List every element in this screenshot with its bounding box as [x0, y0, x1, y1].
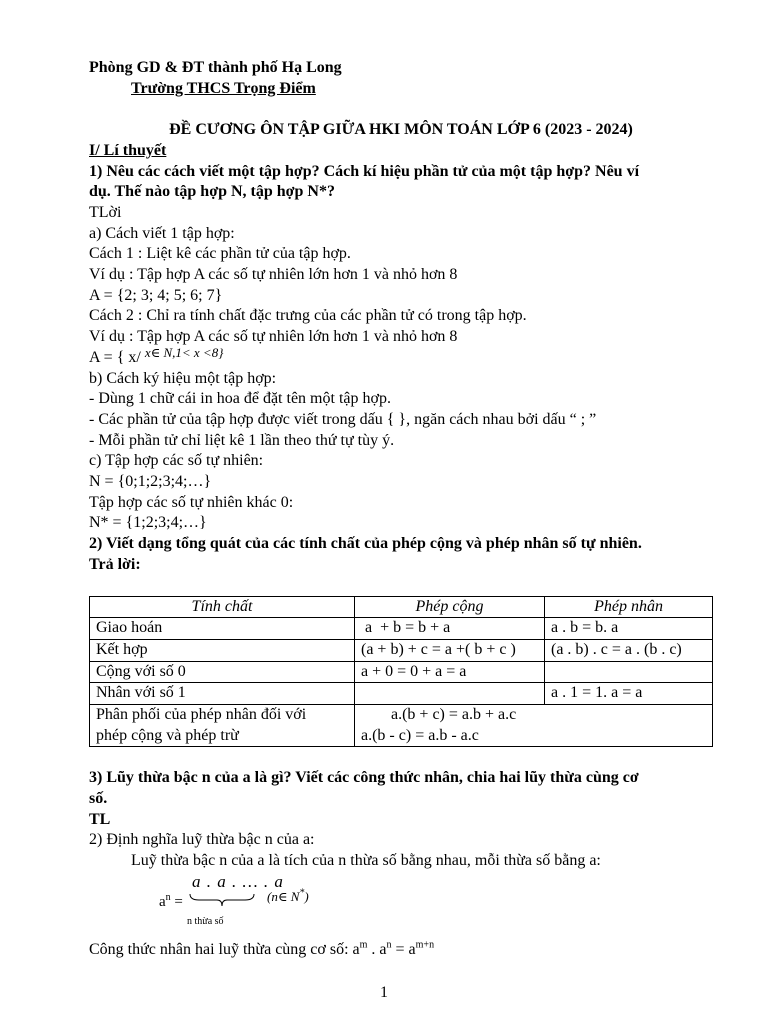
department-header: Phòng GD & ĐT thành phố Hạ Long	[89, 59, 342, 76]
multiplication-rule	[89, 940, 713, 961]
answer-line: A = {2; 3; 4; 5; 6; 7}	[89, 286, 223, 304]
document-page	[89, 58, 713, 960]
answer-label: TL	[89, 810, 111, 828]
table-cell: Cộng với số 0	[90, 661, 355, 683]
condition-text: (n∈ N	[267, 888, 300, 904]
school-name: Trường THCS Trọng Điểm	[131, 79, 316, 97]
spacer	[89, 99, 713, 120]
page-number: 1	[380, 984, 388, 1001]
table-cell: (a . b) . c = a . (b . c)	[545, 639, 713, 661]
table-cell: a . b = b. a	[545, 618, 713, 640]
table-cell	[355, 705, 713, 747]
answer-line: Cách 1 : Liệt kê các phần tử của tập hợp.	[89, 245, 351, 263]
power-exponent: n	[165, 891, 171, 903]
table-row	[90, 683, 713, 705]
distributive-label-line: phép cộng và phép trừ	[96, 726, 239, 744]
table-row	[90, 661, 713, 683]
question-3-line-2: số.	[89, 789, 108, 807]
exponent-n: n	[386, 939, 392, 951]
answer-line: Tập hợp các số tự nhiên khác 0:	[89, 493, 294, 511]
answer-line: Ví dụ : Tập hợp A các số tự nhiên lớn hơn 1 và nhỏ hơn 8	[89, 328, 458, 346]
properties-table	[89, 596, 713, 748]
answer-line: - Mỗi phần tử chỉ liệt kê 1 lần theo thứ tự tùy ý.	[89, 431, 395, 449]
spacer	[89, 747, 713, 768]
definition-text: Luỹ thừa bậc n của a là tích của n thừa số bằng nhau, mỗi thừa số bằng a:	[131, 851, 601, 869]
table-cell: a . 1 = 1. a = a	[545, 683, 713, 705]
set-condition: x∈ N,1< x <8}	[144, 344, 224, 360]
question-3-line-1: 3) Lũy thừa bậc n của a là gì? Viết các công thức nhân, chia hai lũy thừa cùng cơ	[89, 769, 639, 787]
section-heading-text: I/ Lí thuyết	[89, 141, 167, 159]
answer-label: TLời	[89, 203, 122, 221]
table-cell	[355, 683, 545, 705]
table-cell: Kết hợp	[90, 639, 355, 661]
answer-line: c) Tập hợp các số tự nhiên:	[89, 452, 264, 470]
exponent-sum: m+n	[415, 939, 435, 951]
equals-sign: =	[170, 893, 183, 910]
distributive-formula: a.(b + c) = a.b + a.c	[391, 706, 517, 724]
rule-text: Công thức nhân hai luỹ thừa cùng cơ số: a	[89, 940, 360, 958]
table-header-cell: Tính chất	[90, 596, 355, 618]
table-header-cell: Phép cộng	[355, 596, 545, 618]
answer-line: N* = {1;2;3;4;…}	[89, 514, 207, 532]
question-2-line-2: Trả lời:	[89, 555, 141, 573]
natural-number-condition	[267, 889, 309, 905]
answer-line: Cách 2 : Chỉ ra tính chất đặc trưng của các phần tử có trong tập hợp.	[89, 307, 527, 325]
answer-line: N = {0;1;2;3;4;…}	[89, 473, 212, 491]
answer-line: - Các phần tử của tập hợp được viết trong dấu { }, ngăn cách nhau bởi dấu “ ; ”	[89, 410, 597, 428]
question-2-line-1: 2) Viết dạng tổng quát của các tính chất của phép cộng và phép nhân số tự nhiên.	[89, 535, 642, 553]
answer-line: b) Cách ký hiệu một tập hợp:	[89, 369, 277, 387]
repeated-product: a . a . … . a	[192, 871, 284, 891]
rule-mid: . a	[367, 940, 387, 958]
table-row	[90, 639, 713, 661]
table-cell: Giao hoán	[90, 618, 355, 640]
condition-close: )	[304, 888, 309, 904]
power-definition-formula	[89, 872, 713, 940]
distributive-formula: a.(b - c) = a.b - a.c	[361, 726, 479, 744]
table-row	[90, 618, 713, 640]
power-expression	[159, 891, 183, 911]
underbrace-icon	[189, 892, 255, 908]
table-header-row	[90, 596, 713, 618]
distributive-label-line: Phân phối của phép nhân đối với	[96, 706, 307, 724]
answer-line: - Dùng 1 chữ cái in hoa để đặt tên một tập hợp.	[89, 390, 391, 408]
answer-line: a) Cách viết 1 tập hợp:	[89, 224, 235, 242]
answer-line: Ví dụ : Tập hợp A các số tự nhiên lớn hơn 1 và nhỏ hơn 8	[89, 266, 458, 284]
table-cell: Nhân với số 1	[90, 683, 355, 705]
table-cell	[545, 661, 713, 683]
document-title: ĐỀ CƯƠNG ÔN TẬP GIỮA HKI MÔN TOÁN LỚP 6 (2023 - 2024)	[169, 121, 633, 139]
question-1-line-1: 1) Nêu các cách viết một tập hợp? Cách kí hiệu phần tử của một tập hợp? Nêu ví	[89, 162, 640, 180]
power-base: a	[159, 893, 166, 910]
exponent-m: m	[359, 939, 368, 951]
definition-heading: 2) Định nghĩa luỹ thừa bậc n của a:	[89, 831, 315, 849]
table-cell	[90, 705, 355, 747]
set-builder-line	[89, 344, 713, 369]
set-prefix: A = { x/	[89, 348, 141, 366]
rule-equals: = a	[391, 940, 416, 958]
table-header-cell: Phép nhân	[545, 596, 713, 618]
section-heading	[89, 141, 713, 162]
question-1-line-2: dụ. Thế nào tập hợp N, tập hợp N*?	[89, 183, 335, 201]
table-row	[90, 705, 713, 747]
condition-star: *	[299, 887, 305, 899]
factor-count-label: n thừa số	[187, 915, 224, 927]
table-cell: (a + b) + c = a +( b + c )	[355, 639, 545, 661]
school-header	[89, 79, 713, 100]
table-cell: a + b = b + a	[355, 618, 545, 640]
table-cell: a + 0 = 0 + a = a	[355, 661, 545, 683]
